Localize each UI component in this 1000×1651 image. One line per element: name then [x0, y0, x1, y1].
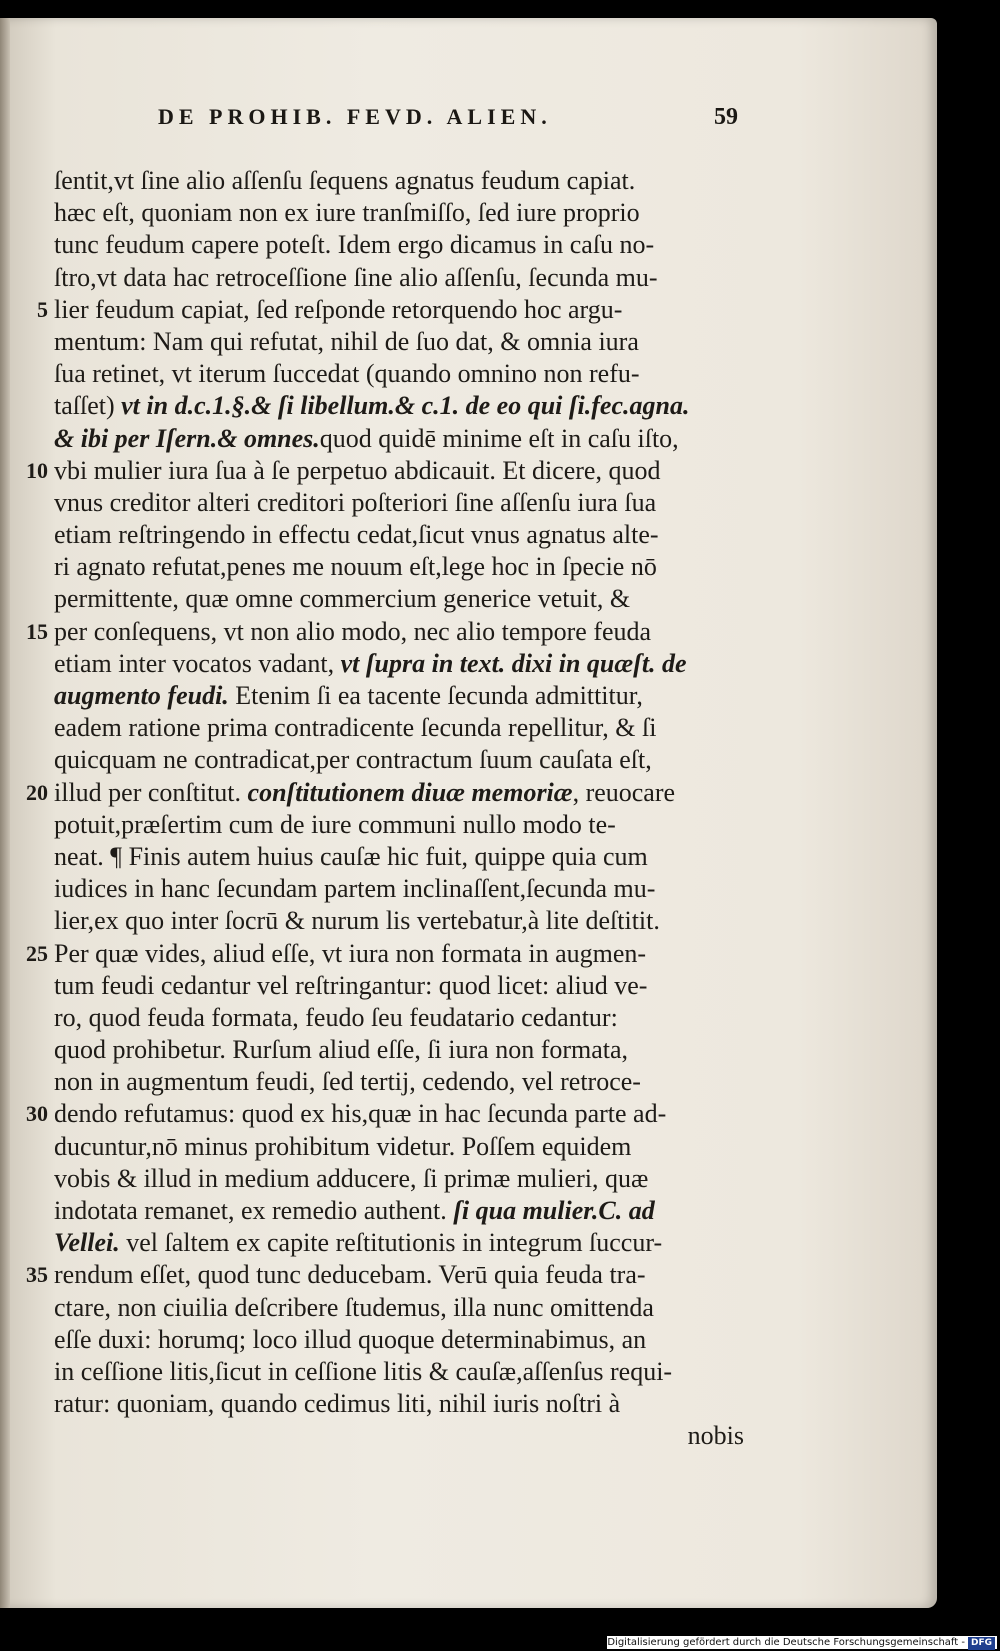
text-line — [54, 1195, 744, 1227]
line-text — [54, 938, 646, 970]
text-line — [54, 229, 744, 261]
line-text — [54, 229, 654, 261]
line-text — [54, 326, 639, 358]
text-segment: eſſe duxi: horumq; loco illud quoque determinabimus, an — [54, 1324, 647, 1354]
text-line — [54, 1002, 744, 1034]
line-text — [54, 616, 651, 648]
text-line — [54, 1131, 744, 1163]
citation-text: & ibi per Iſern.& omnes. — [54, 423, 320, 453]
text-line — [54, 165, 744, 197]
line-text — [54, 551, 657, 583]
line-text — [54, 423, 679, 455]
text-line — [54, 551, 744, 583]
text-line — [54, 680, 744, 712]
line-text — [54, 455, 660, 487]
line-text — [54, 487, 656, 519]
text-line — [54, 1292, 744, 1324]
page-number: 59 — [714, 104, 738, 130]
text-segment: quod quidē minime eſt in caſu iſto, — [319, 423, 679, 453]
line-text — [54, 1259, 646, 1291]
line-text — [54, 583, 630, 615]
text-segment: vobis & illud in medium adducere, ſi primæ mulieri, quæ — [54, 1163, 649, 1193]
text-segment: Per quæ vides, aliud eſſe, vt iura non formata in augmen- — [54, 938, 647, 968]
text-segment: nobis — [687, 1421, 744, 1451]
text-line — [54, 712, 744, 744]
text-segment: ſua retinet, vt iterum ſuccedat (quando omnino non refu- — [54, 359, 640, 389]
text-line — [54, 1163, 744, 1195]
text-segment: lier feudum capiat, ſed reſponde retorquendo hoc argu- — [54, 294, 623, 324]
line-text — [54, 777, 675, 809]
running-header — [158, 104, 738, 138]
text-segment: etiam reſtringendo in effectu cedat,ſicut vnus agnatus alte- — [54, 520, 659, 550]
line-number: 30 — [26, 1101, 48, 1127]
text-segment: ſentit,vt ſine alio aſſenſu ſequens agnatus feudum capiat. — [54, 166, 636, 195]
text-segment: in ceſſione litis,ſicut in ceſſione litis & cauſæ,aſſenſus requi- — [54, 1356, 673, 1386]
line-text — [54, 1195, 655, 1227]
line-text — [54, 1066, 641, 1098]
text-line — [54, 1356, 744, 1388]
text-line — [26, 777, 744, 809]
text-line — [54, 358, 744, 390]
body-text — [26, 165, 744, 1453]
text-segment: per conſequens, vt non alio modo, nec alio tempore feuda — [54, 616, 652, 646]
page-gutter-shadow — [0, 18, 10, 1608]
text-line — [54, 1388, 744, 1420]
text-line — [26, 455, 744, 487]
text-segment: indotata remanet, ex remedio authent. — [54, 1196, 454, 1225]
text-segment: ducuntur,nō minus prohibitum videtur. Poſſem equidem — [54, 1131, 632, 1161]
citation-text: augmento feudi. — [54, 681, 229, 710]
text-line — [54, 648, 744, 680]
text-segment: ri agnato refutat,penes me nouum eſt,lege hoc in ſpecie nō — [54, 552, 657, 582]
line-text — [54, 809, 616, 841]
text-segment: mentum: Nam qui refutat, nihil de ſuo dat, & omnia iura — [54, 326, 639, 356]
text-line — [26, 616, 744, 648]
text-line — [54, 197, 744, 229]
text-segment: permittente, quæ omne commercium generice vetuit, & — [54, 584, 631, 614]
line-text — [54, 519, 659, 551]
text-segment: vbi mulier iura ſua à ſe perpetuo abdicauit. Et dicere, quod — [54, 455, 661, 485]
text-line — [54, 744, 744, 776]
text-segment: etiam inter vocatos vadant, — [54, 648, 341, 678]
text-line — [54, 1034, 744, 1066]
text-segment: non in augmentum feudi, ſed tertij, cedendo, vel retroce- — [54, 1067, 641, 1097]
text-segment: illud per conſtitut. — [54, 777, 248, 807]
text-segment: potuit,præſertim cum de iure communi nullo modo te- — [54, 809, 616, 839]
line-text — [54, 1098, 666, 1130]
text-line — [54, 1066, 744, 1098]
digitization-credit — [607, 1636, 997, 1649]
text-line — [54, 423, 744, 455]
line-text — [54, 358, 640, 390]
text-segment: tum feudi cedantur vel reſtringantur: quod licet: aliud ve- — [54, 970, 648, 1000]
line-text — [54, 873, 655, 905]
line-text — [54, 841, 648, 873]
line-number: 25 — [26, 940, 48, 966]
text-segment: dendo refutamus: quod ex his,quæ in hac ſecunda parte ad- — [54, 1099, 667, 1129]
text-segment: ro, quod feuda formata, feudo ſeu feudatario cedantur: — [54, 1002, 618, 1032]
line-number: 20 — [26, 779, 48, 805]
text-line — [54, 905, 744, 937]
citation-text: vt ſupra in text. dixi in quæſt. de — [340, 648, 687, 678]
text-segment: tunc feudum capere poteſt. Idem ergo dicamus in caſu no- — [54, 230, 655, 260]
running-title: DE PROHIB. FEVD. ALIEN. — [158, 104, 552, 129]
line-text — [54, 165, 635, 197]
text-line — [54, 970, 744, 1002]
line-text — [54, 197, 640, 229]
citation-text: conſtitutionem diuæ memoriæ — [247, 777, 573, 807]
line-number: 35 — [26, 1262, 48, 1288]
text-segment: lier,ex quo inter ſocrū & nurum lis vertebatur,à lite deſtitit. — [54, 906, 660, 936]
text-line — [37, 294, 744, 326]
line-text — [54, 1131, 631, 1163]
citation-text: vt in d.c.1.§.& ſi libellum.& c.1. de eo qui ſi.fec.agna. — [121, 391, 690, 421]
line-text — [54, 262, 658, 294]
text-line — [54, 873, 744, 905]
line-text — [54, 1227, 662, 1259]
text-line — [54, 390, 744, 422]
text-line — [54, 1227, 744, 1259]
text-segment: rendum eſſet, quod tunc deducebam. Verū quia feuda tra- — [54, 1260, 646, 1290]
text-segment: quod prohibetur. Rurſum aliud eſſe, ſi iura non formata, — [54, 1035, 629, 1065]
text-segment: taſſet) — [54, 391, 122, 421]
citation-text: ſi qua mulier.C. ad — [453, 1196, 655, 1225]
text-segment: quicquam ne contradicat,per contractum ſuum cauſata eſt, — [54, 745, 652, 775]
text-line — [54, 326, 744, 358]
text-segment: vnus creditor alteri creditori poſteriori ſine aſſenſu iura ſua — [54, 487, 657, 517]
line-text — [54, 1292, 654, 1324]
text-segment: iudices in hanc ſecundam partem inclinaſſent,ſecunda mu- — [54, 874, 656, 904]
book-page — [0, 18, 937, 1608]
text-line — [26, 1098, 744, 1130]
text-line — [54, 1324, 744, 1356]
line-text — [54, 1163, 648, 1195]
text-line — [54, 583, 744, 615]
text-line — [54, 519, 744, 551]
text-segment: ctare, non ciuilia deſcribere ſtudemus, illa nunc omittenda — [54, 1292, 654, 1322]
text-segment: vel ſaltem ex capite reſtitutionis in integrum ſuccur- — [119, 1228, 663, 1258]
line-text — [54, 294, 622, 326]
credit-text: Digitalisierung gefördert durch die Deutsche Forschungsgemeinschaft - — [607, 1637, 965, 1648]
citation-text: Vellei. — [54, 1228, 120, 1258]
line-number: 10 — [26, 457, 48, 483]
line-text — [54, 680, 643, 712]
text-line — [54, 487, 744, 519]
text-segment: , reuocare — [572, 777, 676, 807]
dfg-logo: DFG — [968, 1637, 995, 1650]
text-segment: hæc eſt, quoniam non ex iure tranſmiſſo, ſed iure proprio — [54, 198, 640, 228]
line-text — [54, 1388, 620, 1420]
text-segment: Etenim ſi ea tacente ſecunda admittitur, — [228, 681, 643, 710]
text-segment: ſtro,vt data hac retroceſſione ſine alio aſſenſu, ſecunda mu- — [54, 262, 658, 292]
line-number: 15 — [26, 618, 48, 644]
text-segment: neat. ¶ Finis autem huius cauſæ hic fuit, quippe quia cum — [54, 841, 648, 871]
text-segment: eadem ratione prima contradicente ſecunda repellitur, & ſi — [54, 713, 657, 743]
text-line — [26, 938, 744, 970]
line-text — [54, 1002, 618, 1034]
text-line — [26, 1259, 744, 1291]
line-text — [54, 744, 652, 776]
line-text — [54, 712, 656, 744]
text-segment: ratur: quoniam, quando cedimus liti, nihil iuris noſtri à — [54, 1389, 621, 1419]
text-line — [54, 809, 744, 841]
text-line — [54, 262, 744, 294]
line-text — [54, 1034, 628, 1066]
line-text — [54, 648, 687, 680]
line-text — [688, 1420, 744, 1452]
line-text — [54, 905, 660, 937]
text-line — [54, 841, 744, 873]
line-text — [54, 390, 689, 422]
line-text — [54, 1356, 672, 1388]
line-text — [54, 970, 647, 1002]
line-number: 5 — [37, 296, 48, 322]
text-line — [54, 1420, 744, 1452]
line-text — [54, 1324, 646, 1356]
